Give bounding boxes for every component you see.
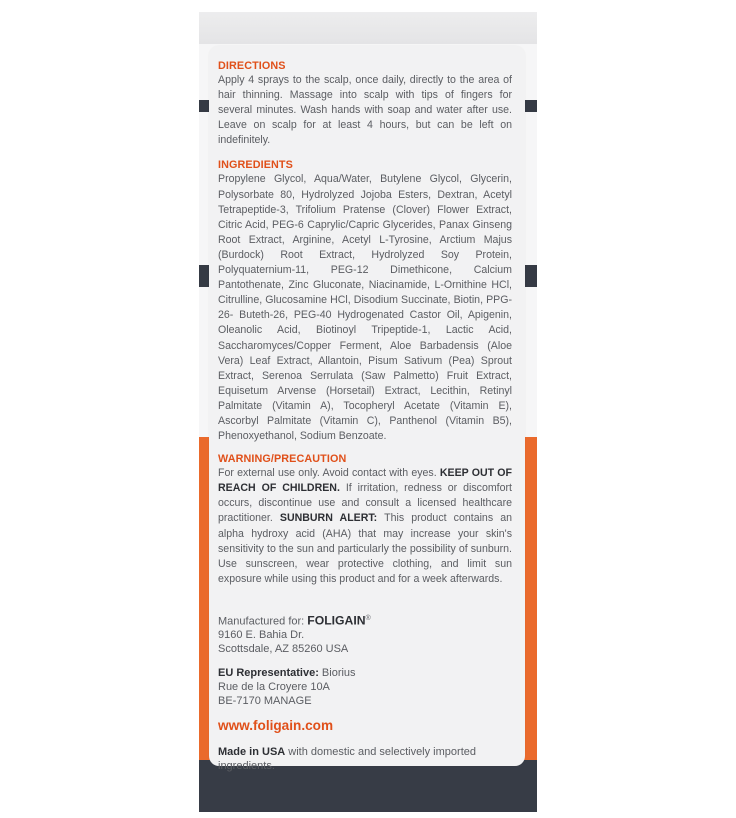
keep-out-of-reach-notice: KEEP OUT OF REACH OF CHILDREN.: [218, 467, 512, 495]
eu-address-2: BE-7170 MANAGE: [218, 694, 312, 707]
sunburn-alert-label: SUNBURN ALERT:: [279, 512, 378, 525]
warning-heading: WARNING/PRECAUTION: [218, 453, 347, 466]
warning-text-1: For external use only. Avoid contact with eyes.: [218, 467, 440, 480]
eu-address-1: Rue de la Croyere 10A: [218, 681, 330, 694]
manufacturer-address-2: Scottsdale, AZ 85260 USA: [218, 642, 349, 655]
manufacturer-line: [218, 612, 512, 629]
ingredients-heading: INGREDIENTS: [218, 159, 293, 172]
box-top-flap: [199, 12, 537, 44]
eu-label: EU Representative:: [218, 667, 319, 680]
ingredients-text: Propylene Glycol, Aqua/Water, Butylene Glycol, Glycerin, Polysorbate 80, Hydrolyzed Jojoba Esters, Dextran, Acetyl Tetrapeptide-3, Trifolium Pratense (Clover) Flower Extract, Citric Acid, PEG-6 Caprylic/Capric Glycerides, Panax Ginseng Root Extract, Arginine, Acetyl L-Tyrosine, Arctium Majus (Burdock) Root Extract, Hydrolyzed Soy Protein, Polyquaternium-11, PEG-12 Dimethicone, Calcium Pantothenate, Zinc Gluconate, Niacinamide, L-Ornithine HCl, Citrulline, Glucosamine HCl, Disodium Succinate, Biotin, PPG-26- Buteth-26, PEG-40 Hydrogenated Castor Oil, Apigenin, Oleanolic Acid, Biotinoyl Tripeptide-1, Lactic Acid, Saccharomyces/Copper Ferment, Aloe Barbadensis (Aloe Vera) Leaf Extract, Allantoin, Pisum Sativum (Pea) Sprout Extract, Serenoa Serrulata (Saw Palmetto) Fruit Extract, Equisetum Arvense (Horsetail) Extract, Lecithin, Retinyl Palmitate (Vitamin A), Tocopheryl Acetate (Vitamin E), Ascorbyl Palmitate (Vitamin C), Panthenol (Vitamin B5), Phenoxyethanol, Sodium Benzoate.: [218, 173, 512, 443]
warning-section: [218, 453, 512, 587]
warning-text-2: If irritation, redness or discomfort occurs, discontinue use and consult a licensed healthcare practitioner.: [218, 482, 512, 525]
directions-heading: DIRECTIONS: [218, 60, 286, 72]
directions-text: Apply 4 sprays to the scalp, once daily, directly to the area of hair thinning. Massage into scalp with tips of fingers for several minutes. Wash hands with soap and water after use. Leave on scalp for at least 4 hours, but can be left on indefinitely.: [218, 74, 512, 147]
origin-text: with domestic and selectively imported ingredients.: [218, 746, 476, 772]
manufacturer-block: [218, 612, 512, 773]
registered-mark: ®: [365, 615, 371, 622]
label-content: [218, 60, 512, 587]
website-url: www.foligain.com: [218, 718, 334, 734]
directions-section: [218, 60, 512, 148]
eu-line: [218, 667, 512, 681]
brand-name: FOLIGAIN: [307, 613, 366, 628]
warning-text: [218, 466, 512, 587]
manufacturer-address-1: 9160 E. Bahia Dr.: [218, 629, 305, 642]
warning-text-3: This product contains an alpha hydroxy acid (AHA) that may increase your skin's sensitivity to the sun and particularly the possibility of sunburn. Use sunscreen, wear protective clothing, and limit sun exposure while using this product and for a week afterwards.: [218, 512, 513, 585]
ingredients-section: [218, 159, 512, 444]
origin-statement: [218, 746, 512, 773]
eu-name: Biorius: [318, 667, 356, 680]
made-in-usa-label: Made in USA: [218, 746, 286, 759]
manufacturer-label: Manufactured for:: [218, 615, 308, 628]
eu-representative-block: [218, 667, 512, 708]
